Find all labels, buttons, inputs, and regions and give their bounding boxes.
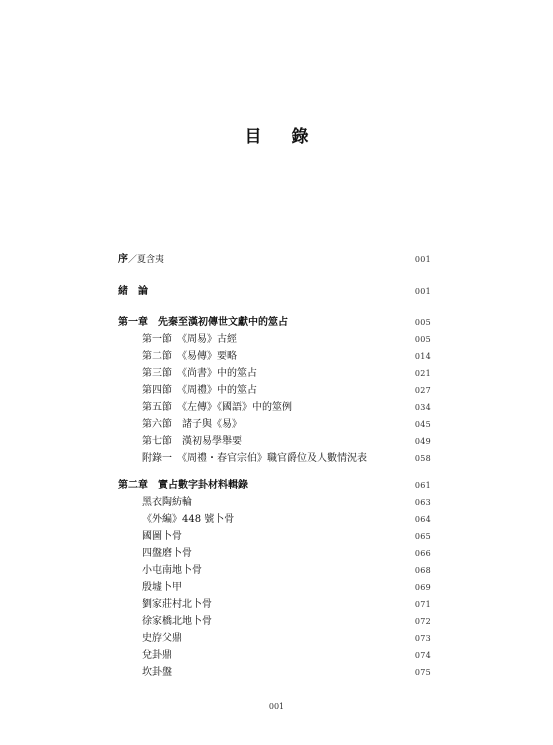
toc-entry-label: 殷墟卜甲 [142, 582, 182, 593]
toc-entry-page: 069 [414, 583, 431, 592]
toc-entry-page: 058 [414, 454, 431, 463]
toc-entry-label: 史斿父鼎 [142, 633, 182, 644]
toc-entry-page: 073 [414, 634, 431, 643]
toc-entry-label: 第二節 《易傳》要略 [142, 351, 237, 362]
toc-entry-section[interactable] [0, 365, 553, 382]
toc-entry-item[interactable] [0, 647, 553, 664]
toc-entry-item[interactable] [0, 545, 553, 562]
toc-entry-label: 第三節 《尚書》中的筮占 [142, 368, 257, 379]
toc-entry-page: 014 [414, 352, 431, 361]
toc-entry-label: 第六節 諸子與《易》 [142, 419, 242, 430]
toc-entry-label: 第一章 先秦至漢初傳世文獻中的筮占 [118, 317, 288, 328]
toc-entry-section[interactable] [0, 382, 553, 399]
toc-entry-label: 緒 論 [118, 286, 148, 297]
toc-entry-item[interactable] [0, 562, 553, 579]
toc-entry-page: 065 [414, 532, 431, 541]
toc-entry-author-note: ／夏含夷 [128, 255, 165, 265]
page-title: 目 錄 [244, 127, 321, 147]
toc-entry-label: 《外編》448 號卜骨 [142, 514, 235, 525]
toc-entry-label: 附錄一 《周禮・春官宗伯》職官爵位及人數情況表 [142, 453, 367, 464]
toc-entry-page: 005 [414, 335, 431, 344]
toc-entry-section[interactable] [0, 399, 553, 416]
toc-entry-page: 063 [414, 498, 431, 507]
toc-entry-label: 小屯南地卜骨 [142, 565, 202, 576]
toc-entry-item[interactable] [0, 664, 553, 681]
toc-entry-chapter-1[interactable] [0, 314, 553, 331]
toc-entry-page: 001 [414, 255, 431, 264]
toc-entry-preface[interactable] [0, 251, 553, 268]
toc-entry-label: 劉家莊村北卜骨 [142, 599, 212, 610]
toc-entry-page: 005 [414, 318, 431, 327]
toc-entry-section[interactable] [0, 331, 553, 348]
toc-entry-chapter-2[interactable] [0, 477, 553, 494]
toc-entry-page: 071 [414, 600, 431, 609]
toc-entry-label: 國圖卜骨 [142, 531, 182, 542]
page-number: 001 [268, 702, 285, 711]
toc-entry-page: 064 [414, 515, 431, 524]
toc-entry-page: 068 [414, 566, 431, 575]
toc-entry-item[interactable] [0, 511, 553, 528]
toc-entry-page: 001 [414, 287, 431, 296]
toc-entry-item[interactable] [0, 630, 553, 647]
toc-entry-item[interactable] [0, 528, 553, 545]
toc-entry-label: 坎卦盤 [142, 667, 172, 678]
toc-entry-introduction[interactable] [0, 283, 553, 300]
toc-entry-label: 第二章 實占數字卦材料輯錄 [118, 480, 248, 491]
toc-entry-label: 兌卦鼎 [142, 650, 172, 661]
toc-entry-appendix[interactable] [0, 450, 553, 467]
toc-entry-item[interactable] [0, 613, 553, 630]
toc-entry-item[interactable] [0, 596, 553, 613]
toc-entry-section[interactable] [0, 433, 553, 450]
toc-entry-label: 四盤磨卜骨 [142, 548, 192, 559]
toc-entry-page: 045 [414, 420, 431, 429]
toc-entry-page: 075 [414, 668, 431, 677]
toc-entry-label: 第四節 《周禮》中的筮占 [142, 385, 257, 396]
toc-entry-section[interactable] [0, 348, 553, 365]
toc-entry-item[interactable] [0, 494, 553, 511]
toc-entry-label: 第五節 《左傳》《國語》中的筮例 [142, 402, 292, 413]
toc-entry-page: 049 [414, 437, 431, 446]
toc-entry-page: 074 [414, 651, 431, 660]
toc-entry-label: 第七節 漢初易學舉要 [142, 436, 242, 447]
toc-entry-page: 034 [414, 403, 431, 412]
toc-entry-page: 027 [414, 386, 431, 395]
toc-entry-page: 066 [414, 549, 431, 558]
toc-entry-page: 021 [414, 369, 431, 378]
toc-entry-section[interactable] [0, 416, 553, 433]
toc-entry-label: 第一節 《周易》古經 [142, 334, 237, 345]
toc-entry-page: 072 [414, 617, 431, 626]
toc-entry-page: 061 [414, 481, 431, 490]
toc-entry-label: 徐家橋北地卜骨 [142, 616, 212, 627]
toc-entry-label: 序／夏含夷 [118, 254, 165, 265]
toc-entry-item[interactable] [0, 579, 553, 596]
toc-entry-label: 黑衣陶紡輪 [142, 497, 192, 508]
